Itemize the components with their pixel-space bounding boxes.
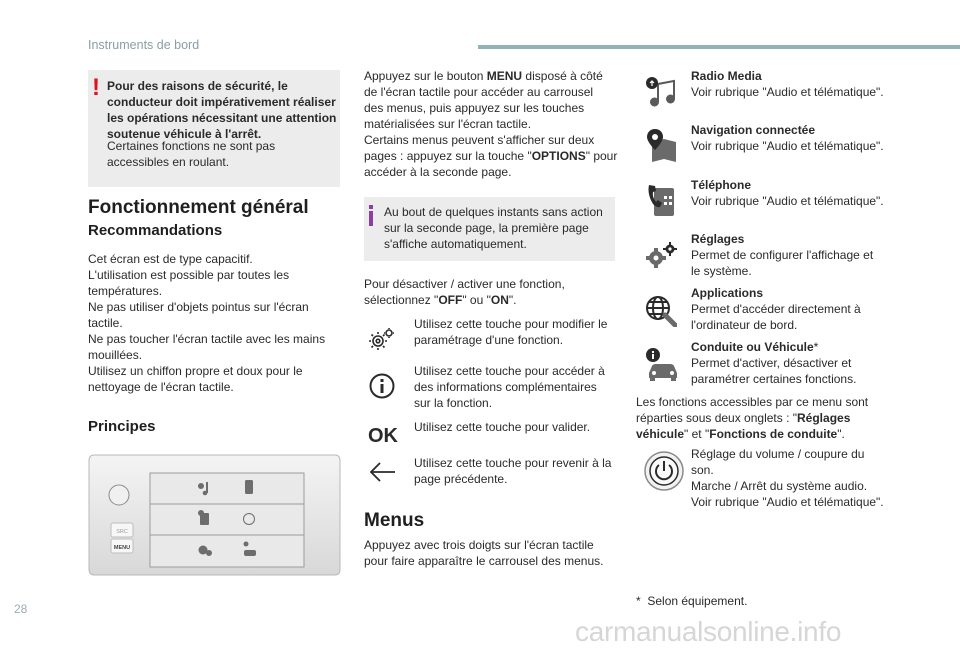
menu-intro-text: Appuyez sur le bouton MENU disposé à côté de l'écran tactile pour accéder au carrousel des menus, puis appuyez sur les touches matérialisées sur l'écran tactile. Certains menus peuvent s'afficher sur deux pages : appuyez sur la touche "OPTIONS" pour accéder à la seconde page. bbox=[364, 69, 618, 179]
key-info-desc: Utilisez cette touche pour accéder à des informations complémentaires sur la fonction. bbox=[414, 364, 605, 410]
warning-text: Certaines fonctions ne sont pas accessibles en roulant. bbox=[107, 139, 276, 169]
principles-title: Principes bbox=[88, 418, 156, 435]
section-title: Instruments de bord bbox=[88, 38, 200, 52]
recommendations-text: Cet écran est de type capacitif. L'utilisation est possible par toutes les températures. Ne pas utiliser d'objets pointus sur l'écran tactile. Ne pas toucher l'écran tactile avec les mains mouillées. Utilisez un chiffon propre et doux pour le nettoyage de l'écran tactile. bbox=[88, 252, 326, 394]
watermark: carmanualsonline.info bbox=[575, 616, 842, 647]
menu-item-navigation: Navigation connectée Voir rubrique "Audio et télématique". bbox=[691, 123, 884, 153]
settings-icon bbox=[368, 327, 396, 353]
menu-item-applications: Applications Permet d'accéder directement à l'ordinateur de bord. bbox=[691, 286, 861, 332]
menu-item-driving: Conduite ou Véhicule* Permet d'activer, désactiver et paramétrer certaines fonctions. bbox=[691, 340, 857, 386]
map-pin-icon bbox=[646, 128, 678, 164]
menus-title: Menus bbox=[364, 510, 425, 531]
screen-src-label: SRC bbox=[116, 529, 128, 535]
car-info-icon bbox=[645, 347, 679, 381]
menu-item-phone: Téléphone Voir rubrique "Audio et télématique". bbox=[691, 178, 884, 208]
phone-icon bbox=[646, 182, 676, 218]
menu-item-settings: Réglages Permet de configurer l'affichage et le système. bbox=[691, 232, 874, 278]
power-icon bbox=[643, 450, 685, 492]
warning-icon: ! bbox=[92, 74, 100, 101]
volume-desc: Réglage du volume / coupure du son. Marche / Arrêt du système audio. Voir rubrique "Audio et télématique". bbox=[691, 447, 884, 509]
music-note-icon bbox=[645, 76, 677, 108]
info-icon bbox=[369, 373, 395, 399]
globe-search-icon bbox=[645, 295, 677, 327]
touchscreen-illustration bbox=[88, 451, 341, 579]
footnote: * Selon équipement. bbox=[636, 594, 748, 608]
tabs-note-text: Les fonctions accessibles par ce menu sont réparties sous deux onglets : "Réglages véhicule" et "Fonctions de conduite". bbox=[636, 395, 869, 441]
general-title: Fonctionnement général bbox=[88, 197, 309, 218]
toggle-text: Pour désactiver / activer une fonction, sélectionnez "OFF" ou "ON". bbox=[364, 277, 565, 307]
gears-icon bbox=[645, 240, 677, 270]
warning-bold-text: Pour des raisons de sécurité, le conducteur doit impérativement réaliser les opérations nécessitant une attention soutenue véhicule à l'arrêt. bbox=[107, 79, 337, 141]
back-arrow-icon bbox=[369, 460, 397, 484]
key-ok-desc: Utilisez cette touche pour valider. bbox=[414, 420, 591, 434]
header-rule bbox=[478, 45, 960, 49]
screen-menu-label: MENU bbox=[113, 545, 131, 551]
menu-item-radio-media: Radio Media Voir rubrique "Audio et télématique". bbox=[691, 69, 884, 99]
ok-icon: OK bbox=[368, 425, 398, 447]
page-number: 28 bbox=[14, 602, 28, 616]
recommendations-title: Recommandations bbox=[88, 222, 223, 239]
options-key-label: OPTIONS bbox=[531, 149, 586, 163]
key-back-desc: Utilisez cette touche pour revenir à la page précédente. bbox=[414, 456, 612, 486]
info-mark-icon bbox=[368, 205, 374, 226]
key-settings-desc: Utilisez cette touche pour modifier le paramétrage d'une fonction. bbox=[414, 317, 608, 347]
menus-text: Appuyez avec trois doigts sur l'écran tactile pour faire apparaître le carrousel des menus. bbox=[364, 538, 604, 568]
menu-key-label: MENU bbox=[486, 69, 523, 83]
info-note-text: Au bout de quelques instants sans action sur la seconde page, la première page s'affiche automatiquement. bbox=[384, 205, 603, 251]
